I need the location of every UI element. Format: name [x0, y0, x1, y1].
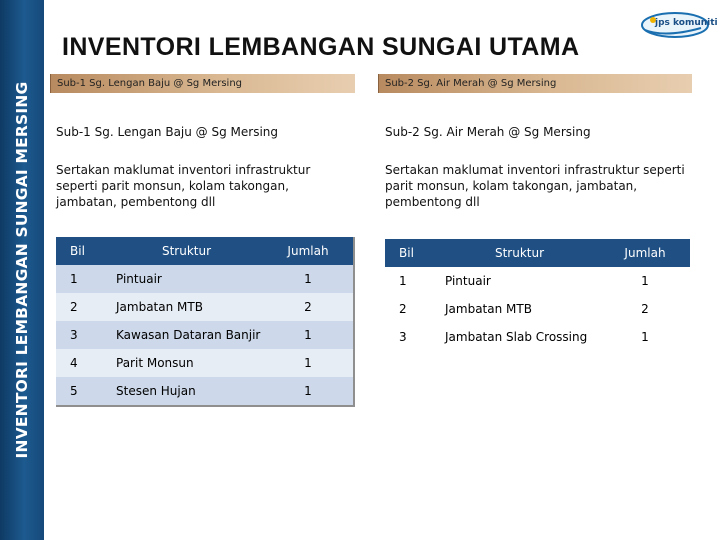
- cell-struktur: Pintuair: [110, 265, 263, 293]
- col-header-jumlah: Jumlah: [263, 237, 354, 265]
- col-header-bil: Bil: [56, 237, 110, 265]
- col-header-bil: Bil: [385, 239, 439, 267]
- left-table: [56, 237, 355, 407]
- table-row: [56, 321, 354, 349]
- cell-bil: 1: [385, 267, 439, 295]
- table-header-row: [385, 239, 690, 267]
- cell-jumlah: 1: [263, 349, 354, 377]
- cell-struktur: Pintuair: [439, 267, 600, 295]
- col-header-struktur: Struktur: [439, 239, 600, 267]
- cell-bil: 1: [56, 265, 110, 293]
- right-subtitle: Sub-2 Sg. Air Merah @ Sg Mersing: [385, 125, 591, 139]
- left-header-bar: Sub-1 Sg. Lengan Baju @ Sg Mersing: [50, 74, 355, 93]
- col-header-jumlah: Jumlah: [600, 239, 690, 267]
- cell-bil: 4: [56, 349, 110, 377]
- sidebar-title: INVENTORI LEMBANGAN SUNGAI MERSING: [13, 81, 31, 459]
- cell-bil: 2: [56, 293, 110, 321]
- cell-jumlah: 1: [263, 265, 354, 293]
- cell-jumlah: 2: [600, 295, 690, 323]
- table-row: [56, 293, 354, 321]
- cell-struktur: Jambatan Slab Crossing: [439, 323, 600, 351]
- page-title: INVENTORI LEMBANGAN SUNGAI UTAMA: [62, 33, 580, 61]
- cell-bil: 3: [385, 323, 439, 351]
- right-header-bar: Sub-2 Sg. Air Merah @ Sg Mersing: [378, 74, 692, 93]
- table-row: [385, 267, 690, 295]
- cell-struktur: Jambatan MTB: [110, 293, 263, 321]
- cell-jumlah: 1: [600, 267, 690, 295]
- cell-bil: 2: [385, 295, 439, 323]
- table-row: [56, 349, 354, 377]
- jps-komuniti-logo: [635, 8, 718, 42]
- table-row: [56, 377, 354, 406]
- right-description: Sertakan maklumat inventori infrastruktur seperti parit monsun, kolam takongan, jambatan, pembentong dll: [385, 163, 685, 209]
- col-header-struktur: Struktur: [110, 237, 263, 265]
- cell-struktur: Parit Monsun: [110, 349, 263, 377]
- cell-bil: 3: [56, 321, 110, 349]
- cell-bil: 5: [56, 377, 110, 406]
- logo-text: jps komuniti: [655, 18, 718, 28]
- cell-struktur: Kawasan Dataran Banjir: [110, 321, 263, 349]
- cell-jumlah: 1: [263, 377, 354, 406]
- right-table: [385, 239, 690, 351]
- cell-struktur: Stesen Hujan: [110, 377, 263, 406]
- table-header-row: [56, 237, 354, 265]
- cell-struktur: Jambatan MTB: [439, 295, 600, 323]
- left-description: Sertakan maklumat inventori infrastruktur seperti parit monsun, kolam takongan, jambatan, pembentong dll: [56, 163, 311, 209]
- left-subtitle: Sub-1 Sg. Lengan Baju @ Sg Mersing: [56, 125, 279, 139]
- cell-jumlah: 2: [263, 293, 354, 321]
- table-row: [385, 295, 690, 323]
- table-row: [56, 265, 354, 293]
- table-row: [385, 323, 690, 351]
- sidebar: [0, 0, 44, 540]
- cell-jumlah: 1: [600, 323, 690, 351]
- cell-jumlah: 1: [263, 321, 354, 349]
